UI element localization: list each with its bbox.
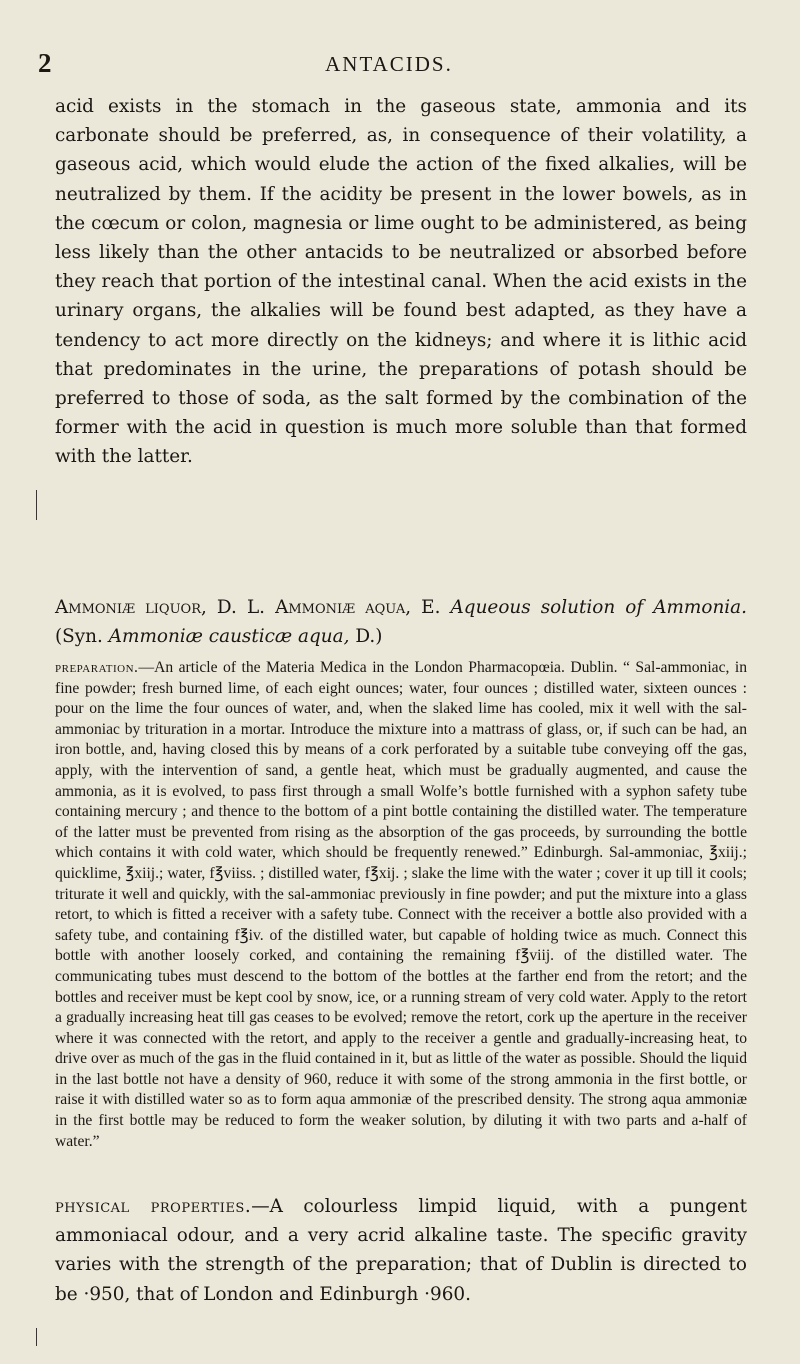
heading-english-name: Aqueous solution of Ammonia. <box>450 597 747 618</box>
page-header <box>38 48 740 84</box>
section-heading-ammonia-liquor <box>55 593 747 651</box>
heading-synonym: Ammoniæ causticæ aqua, <box>108 626 350 648</box>
preparation-section <box>55 658 747 1152</box>
physical-properties-label: physical properties. <box>55 1196 252 1217</box>
page-number: 2 <box>38 48 52 78</box>
physical-properties-section <box>55 1192 747 1309</box>
heading-official-names: Ammoniæ liquor, D. L. Ammoniæ aqua, E. <box>55 597 441 618</box>
heading-syn-open: (Syn. <box>55 626 103 648</box>
preparation-text: —An article of the Materia Medica in the London Pharmacopœia. Dublin. “ Sal-ammoniac, in fine powder; fresh burned lime, of each eight ounces; water, four ounces ; distilled water, sixteen ounces : pour on the lime the four ounces of water, and, when the slaked lime has cooled, mix it well with the sal-ammoniac by trituration in a mortar. Introduce the mixture into a mattrass of glass, or, if such can be had, an iron bottle, and, having closed this by means of a cork perforated by a suitable tube conveying off the gas, apply, with the intervention of sand, a gentle heat, which must be gradually augmented, and cause the ammonia, as it is evolved, to pass first through a small Wolfe’s bottle furnished with a syphon safety tube containing mercury ; and thence to the bottom of a pint bottle containing the distilled water. The temperature of the latter must be prevented from rising as the absorption of the gas proceeds, by surrounding the bottle which contains it with cold water, which should be frequently renewed.” Edinburgh. Sal-ammoniac, ℥xiij.; quicklime, ℥xiij.; water, f℥viiss. ; distilled water, f℥xij. ; slake the lime with the water ; cover it up till it cools; triturate it well and quickly, with the sal-ammoniac previously in fine powder; and put the mixture into a glass retort, to which is fitted a receiver with a safety tube. Connect with the receiver a bottle also provided with a safety tube, and containing f℥iv. of the distilled water, but capable of holding twice as much. Connect this bottle with another loosely corked, and containing the remaining f℥viij. of the distilled water. The communicating tubes must descend to the bottom of the bottles at the farther end from the retort; and the bottles and receiver must be kept cool by snow, ice, or a running stream of very cold water. Apply to the retort a gradually increasing heat till gas ceases to be evolved; remove the retort, cork up the aperture in the receiver where it was connected with the retort, and apply to the receiver a gentle and gradually-increasing heat, to drive over as much of the gas in the fluid contained in it, but as little of the water as possible. Should the liquid in the last bottle not have a density of 960, reduce it with some of the strong ammonia in the first bottle, or raise it with distilled water so as to form aqua ammoniæ of the prescribed density. The strong aqua ammoniæ in the first bottle may be reduced to form the weaker solution, by diluting it with two parts and a-half of water.” <box>55 659 747 1150</box>
physical-properties-text: —A colourless limpid liquid, with a pungent ammoniacal odour, and a very acrid alkaline taste. The specific gravity varies with the strength of the preparation; that of Dublin is directed to be ·950, that of London and Edinburgh ·960. <box>55 1196 747 1305</box>
heading-syn-close: D.) <box>355 626 383 648</box>
preparation-label: preparation. <box>55 659 139 676</box>
body-paragraph-antacid-selection: acid exists in the stomach in the gaseous state, ammonia and its carbonate should be preferred, as, in consequence of their volatility, a gaseous acid, which would elude the action of the fixed alkalies, will be neutralized by them. If the acidity be present in the lower bowels, as in the cœcum or colon, magnesia or lime ought to be administered, as being less likely than the other antacids to be neutralized or absorbed before they reach that portion of the intestinal canal. When the acid exists in the urinary organs, the alkalies will be found best adapted, as they have a tendency to act more directly on the kidneys; and where it is lithic acid that predominates in the urine, the preparations of potash should be preferred to those of soda, as the salt formed by the combination of the former with the acid in question is much more soluble than that formed with the latter. <box>55 96 747 468</box>
running-head: ANTACIDS. <box>325 52 453 76</box>
margin-mark <box>36 490 37 520</box>
margin-mark <box>36 1328 37 1346</box>
